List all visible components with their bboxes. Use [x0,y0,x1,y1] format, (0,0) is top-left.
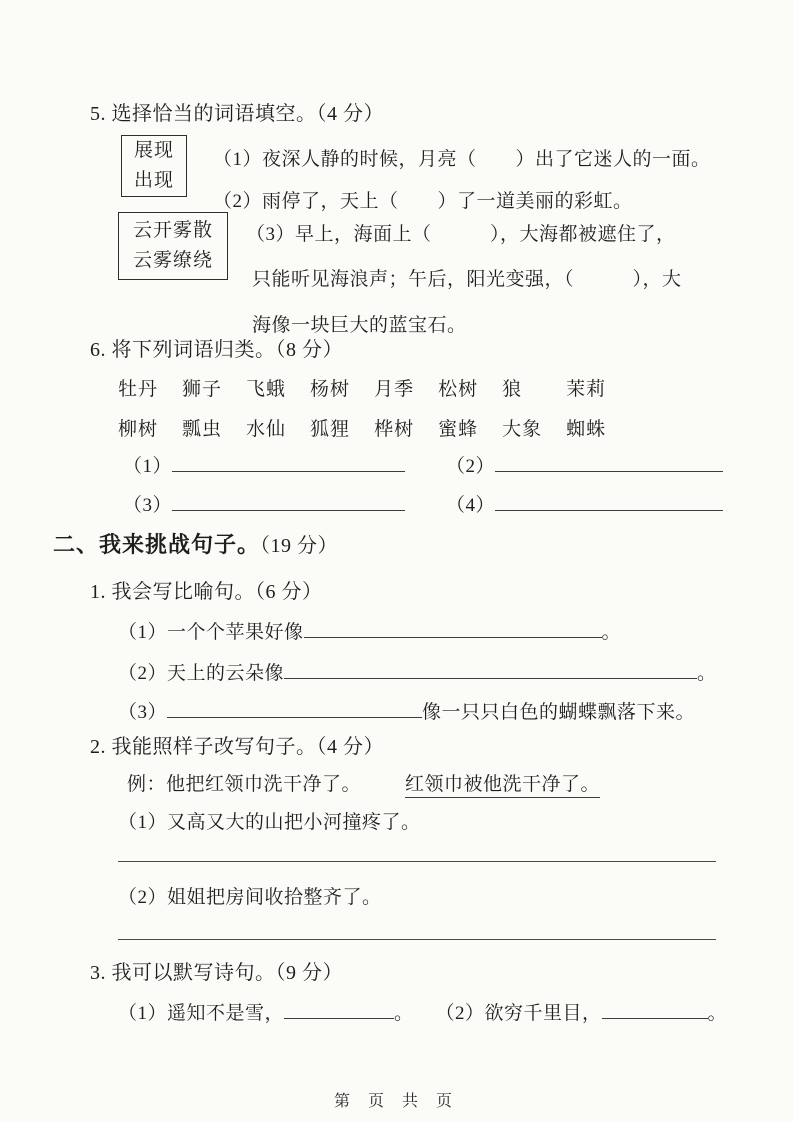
answer-blank [172,490,405,511]
sentence-prefix: （2）天上的云朵像 [118,662,285,684]
s2q1-item-1 [118,617,621,647]
word-item: 牡丹 [118,379,159,400]
poem-prefix: （2）欲穷千里目， [435,1002,602,1024]
blank-label: （3） [123,494,173,516]
blank-label: （3） [118,701,168,723]
word-item: 蜜蜂 [438,419,479,440]
word-item: 飞蛾 [246,379,287,400]
s2q1-header: 1. 我会写比喻句。（6 分） [90,581,323,603]
word-box-line: 展现 [133,140,174,161]
q6-blank-4 [446,490,723,520]
answer-blank [495,490,723,511]
sentence-prefix: （1）一个个苹果好像 [118,621,304,643]
word-item: 狼 [502,379,523,400]
section2-header [53,531,338,560]
q6-blank-1 [123,451,405,481]
blank-label: （1） [123,455,173,477]
s2q2-header: 2. 我能照样子改写句子。（4 分） [90,736,384,758]
answer-blank [495,451,723,472]
period: 。 [697,662,717,684]
answer-blank [172,451,405,472]
s2q3-items [118,998,727,1028]
word-item: 茉莉 [566,379,607,400]
poem-prefix: （1）遥知不是雪， [118,1002,285,1024]
blank-label: （4） [446,494,496,516]
period: 。 [707,1002,728,1024]
answer-blank [284,658,697,679]
answer-line [118,861,716,862]
s2q1-item-3 [118,697,695,727]
q5-word-box-2 [118,212,228,280]
word-item: 水仙 [246,419,287,440]
word-item: 杨树 [310,379,351,400]
s2q3-header: 3. 我可以默写诗句。（9 分） [90,962,343,984]
answer-blank [284,998,394,1019]
section2-points: （19 分） [260,535,339,557]
word-item: 狐狸 [310,419,351,440]
q6-words-row-2 [118,416,606,444]
q6-words-row-1 [118,376,606,404]
q5-item-3-line2: 只能听见海浪声；午后，阳光变强，（ ），大 [252,269,682,290]
period: 。 [394,1002,414,1024]
s2q2-example [127,771,600,799]
answer-blank [602,998,708,1019]
q6-blank-3 [123,490,405,520]
word-item: 桦树 [374,419,415,440]
s2q2-item-1: （1）又高又大的山把小河撞疼了。 [118,812,421,833]
blank-label: （2） [446,455,496,477]
q6-header: 6. 将下列词语归类。（8 分） [90,339,343,361]
word-item: 狮子 [182,379,223,400]
example-prefix: 例：他把红领巾洗干净了。 [127,774,362,795]
page-footer: 第 页 共 页 [333,1093,459,1110]
answer-line [118,939,716,940]
q5-item-3-line1: （3）早上，海面上（ ），大海都被遮住了， [246,224,676,245]
period: 。 [601,621,622,643]
word-item: 大象 [502,419,543,440]
answer-blank [304,617,602,638]
s2q2-item-2: （2）姐姐把房间收拾整齐了。 [118,887,382,908]
word-item: 柳树 [118,419,159,440]
q5-header: 5. 选择恰当的词语填空。（4 分） [90,103,384,125]
word-item: 月季 [374,379,415,400]
q5-item-2: （2）雨停了，天上（ ）了一道美丽的彩虹。 [213,191,633,212]
word-item: 瓢虫 [182,419,223,440]
word-box-line: 云雾缭绕 [132,250,213,271]
answer-blank [167,697,422,718]
q6-blank-2 [446,451,723,481]
section2-title: 二、我来挑战句子。 [53,532,261,557]
word-item: 松树 [438,379,479,400]
s2q1-item-2 [118,658,717,688]
q5-item-3-line3: 海像一块巨大的蓝宝石。 [252,315,467,336]
word-item: 蜘蛛 [566,419,607,440]
word-box-line: 出现 [133,170,174,191]
q5-item-1: （1）夜深人静的时候，月亮（ ）出了它迷人的一面。 [213,149,711,170]
example-answer: 红领巾被他洗干净了。 [405,774,600,798]
q5-word-box-1 [121,135,187,197]
word-box-line: 云开雾散 [132,220,213,241]
sentence-suffix: 像一只只白色的蝴蝶飘落下来。 [422,701,696,723]
